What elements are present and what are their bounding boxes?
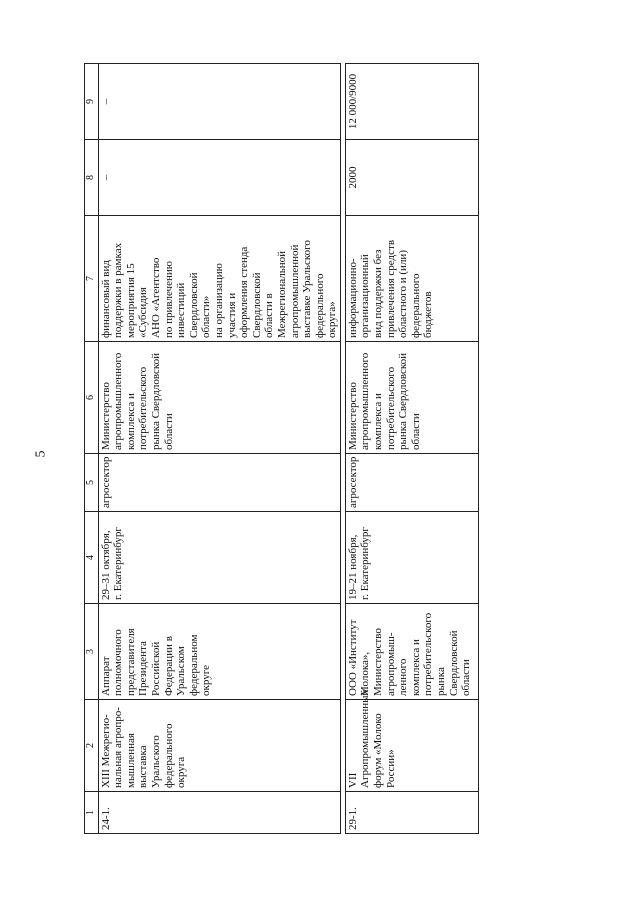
header-cell-2: 2 xyxy=(85,700,99,792)
column-8-cell: 2000 xyxy=(345,140,478,216)
header-cell-3: 3 xyxy=(85,604,99,700)
sector-cell: агросектор xyxy=(98,454,340,512)
header-cell-1: 1 xyxy=(85,792,99,834)
date-place-cell: 29–31 октября, г. Екатеринбург xyxy=(98,512,340,604)
header-cell-6: 6 xyxy=(85,342,99,454)
table-row xyxy=(345,64,478,834)
header-cell-7: 7 xyxy=(85,216,99,342)
column-9-cell: – xyxy=(98,64,340,140)
column-8-cell: – xyxy=(98,140,340,216)
column-9-cell: 12 000/9000 xyxy=(345,64,478,140)
header-cell-9: 9 xyxy=(85,64,99,140)
support-type-cell: финансовый вид поддержки в рамках мероприятия 15 «Субсидия АНО «Агентство по привлечению инвестиций Свердловской области» на организацию участия и оформления стенда Свердловской области в Межрегиональной агропромышленной выставке Уральского федерального округа» xyxy=(98,216,340,342)
header-row xyxy=(85,64,99,834)
support-type-cell: информационно- организационный вид поддержки без привлечения средств областного и (или) федерального бюджетов xyxy=(345,216,478,342)
sector-cell: агросектор xyxy=(345,454,478,512)
event-name-cell: XIII Межрегио- нальная агропро- мышленная выставка Уральского федерального округа xyxy=(98,700,340,792)
header-cell-4: 4 xyxy=(85,512,99,604)
responsible-cell: Министерство агропромышленного комплекса и потребительского рынка Свердловской области xyxy=(345,342,478,454)
header-cell-5: 5 xyxy=(85,454,99,512)
table-row xyxy=(98,64,340,834)
organizer-cell: ООО «Институт Молока», Министерство агропромыш- ленного комплекса и потребительского рынка Свердловской области xyxy=(345,604,478,700)
header-cell-8: 8 xyxy=(85,140,99,216)
events-table xyxy=(84,63,479,834)
page-number: 5 xyxy=(33,450,49,458)
organizer-cell: Аппарат полномочного представителя Президента Российской Федерации в Уральском федеральном округе xyxy=(98,604,340,700)
row-number-cell: 29-1. xyxy=(345,792,478,834)
responsible-cell: Министерство агропромышленного комплекса и потребительского рынка Свердловской области xyxy=(98,342,340,454)
row-number-cell: 24-1. xyxy=(98,792,340,834)
date-place-cell: 19–21 ноября, г. Екатеринбург xyxy=(345,512,478,604)
event-name-cell: VII Агропромышленный форум «Молоко России» xyxy=(345,700,478,792)
events-table-container xyxy=(84,64,491,834)
